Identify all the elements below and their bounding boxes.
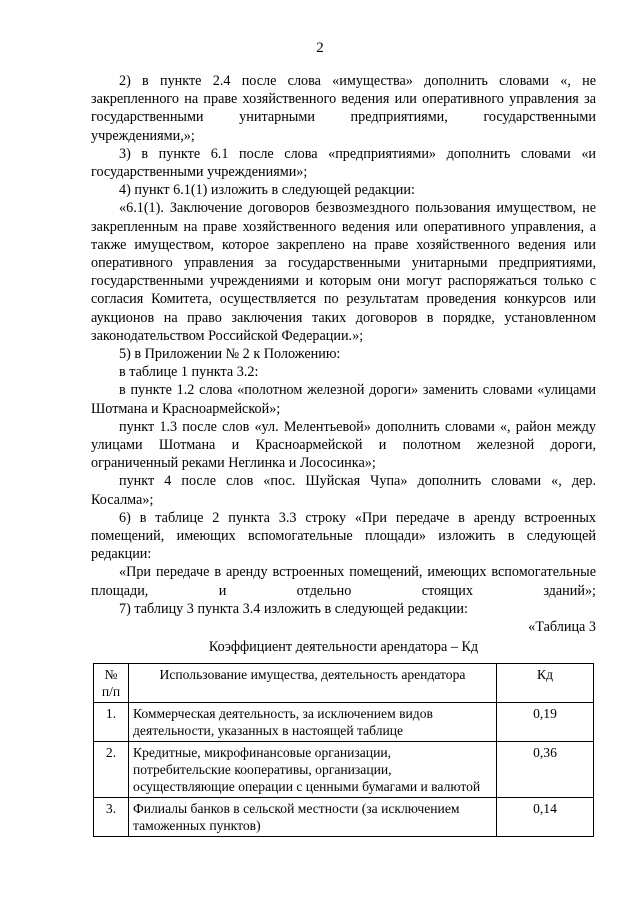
- header-kd: Кд: [497, 664, 594, 703]
- paragraph-appendix-2: 5) в Приложении № 2 к Положению:: [119, 346, 341, 363]
- row-description: Коммерческая деятельность, за исключением видов деятельности, указанных в настоящей таблице: [129, 703, 497, 742]
- paragraph-table-3: 7) таблицу 3 пункта 3.4 изложить в следующей редакции:: [119, 600, 468, 617]
- row-kd-value: 0,19: [497, 703, 594, 742]
- table-label: «Таблица 3: [528, 619, 596, 636]
- row-number: 2.: [94, 742, 129, 798]
- row-kd-value: 0,14: [497, 798, 594, 837]
- row-kd-value: 0,36: [497, 742, 594, 798]
- paragraph-item-6-1: 3) в пункте 6.1 после слова «предприятиями» дополнить словами «и государственными учреждениями»;: [91, 145, 596, 181]
- paragraph-point-1-2: в пункте 1.2 слова «полотном железной дороги» заменить словами «улицами Шотмана и Красноармейской»;: [91, 382, 596, 417]
- coefficient-table: [93, 663, 594, 837]
- page-number: 2: [316, 40, 324, 56]
- header-description: Использование имущества, деятельность арендатора: [129, 664, 497, 703]
- paragraph-table-2: 6) в таблице 2 пункта 3.3 строку «При передаче в аренду встроенных помещений, имеющих вспомогательные площади» изложить в следующей редакции:: [91, 509, 596, 563]
- table-row: [94, 703, 594, 742]
- paragraph-point-1-3: пункт 1.3 после слов «ул. Мелентьевой» дополнить словами «, район между улицами Шотмана и Красноармейской и полотном железной дороги, ограниченный реками Неглинка и Лососинка»;: [91, 418, 596, 472]
- table-header-row: [94, 664, 594, 703]
- table-row: [94, 798, 594, 837]
- row-description: Кредитные, микрофинансовые организации, потребительские кооперативы, организации, осуществляющие операции с ценными бумагами и валютой: [129, 742, 497, 798]
- paragraph-item-2-4: 2) в пункте 2.4 после слова «имущества» дополнить словами «, не закрепленного на праве хозяйственного ведения или оперативного управления за государственными унитарными предприятиями, государственными учреждениями,»;: [91, 73, 596, 144]
- table-title: Коэффициент деятельности арендатора – Кд: [208, 639, 479, 656]
- table-row: [94, 742, 594, 798]
- row-description: Филиалы банков в сельской местности (за исключением таможенных пунктов): [129, 798, 497, 837]
- row-number: 1.: [94, 703, 129, 742]
- paragraph-table-1: в таблице 1 пункта 3.2:: [119, 364, 259, 381]
- paragraph-new-row: «При передаче в аренду встроенных помещений, имеющих вспомогательные площади, и отдельно стоящих зданий»;: [91, 564, 596, 599]
- document-body: [91, 72, 596, 657]
- paragraph-item-6-1-1-text: «6.1(1). Заключение договоров безвозмездного пользования имуществом, не закрепленным на праве хозяйственного ведения или оперативного управления, а также имуществом, которое закреплено на праве хозяйственного ведения или оперативного управления за государственными унитарными предприятиями, государственными учреждениями и которым они могут распоряжаться только с согласия Комитета, осуществляется по результатам проведения конкурсов или аукционов на право заключения таких договоров в порядке, установленном законодательством Российской Федерации.»;: [91, 200, 596, 344]
- paragraph-point-4: пункт 4 после слов «пос. Шуйская Чупа» дополнить словами «, дер. Косалма»;: [91, 473, 596, 508]
- header-number: № п/п: [94, 664, 129, 703]
- paragraph-item-6-1-1-intro: 4) пункт 6.1(1) изложить в следующей редакции:: [119, 182, 415, 199]
- row-number: 3.: [94, 798, 129, 837]
